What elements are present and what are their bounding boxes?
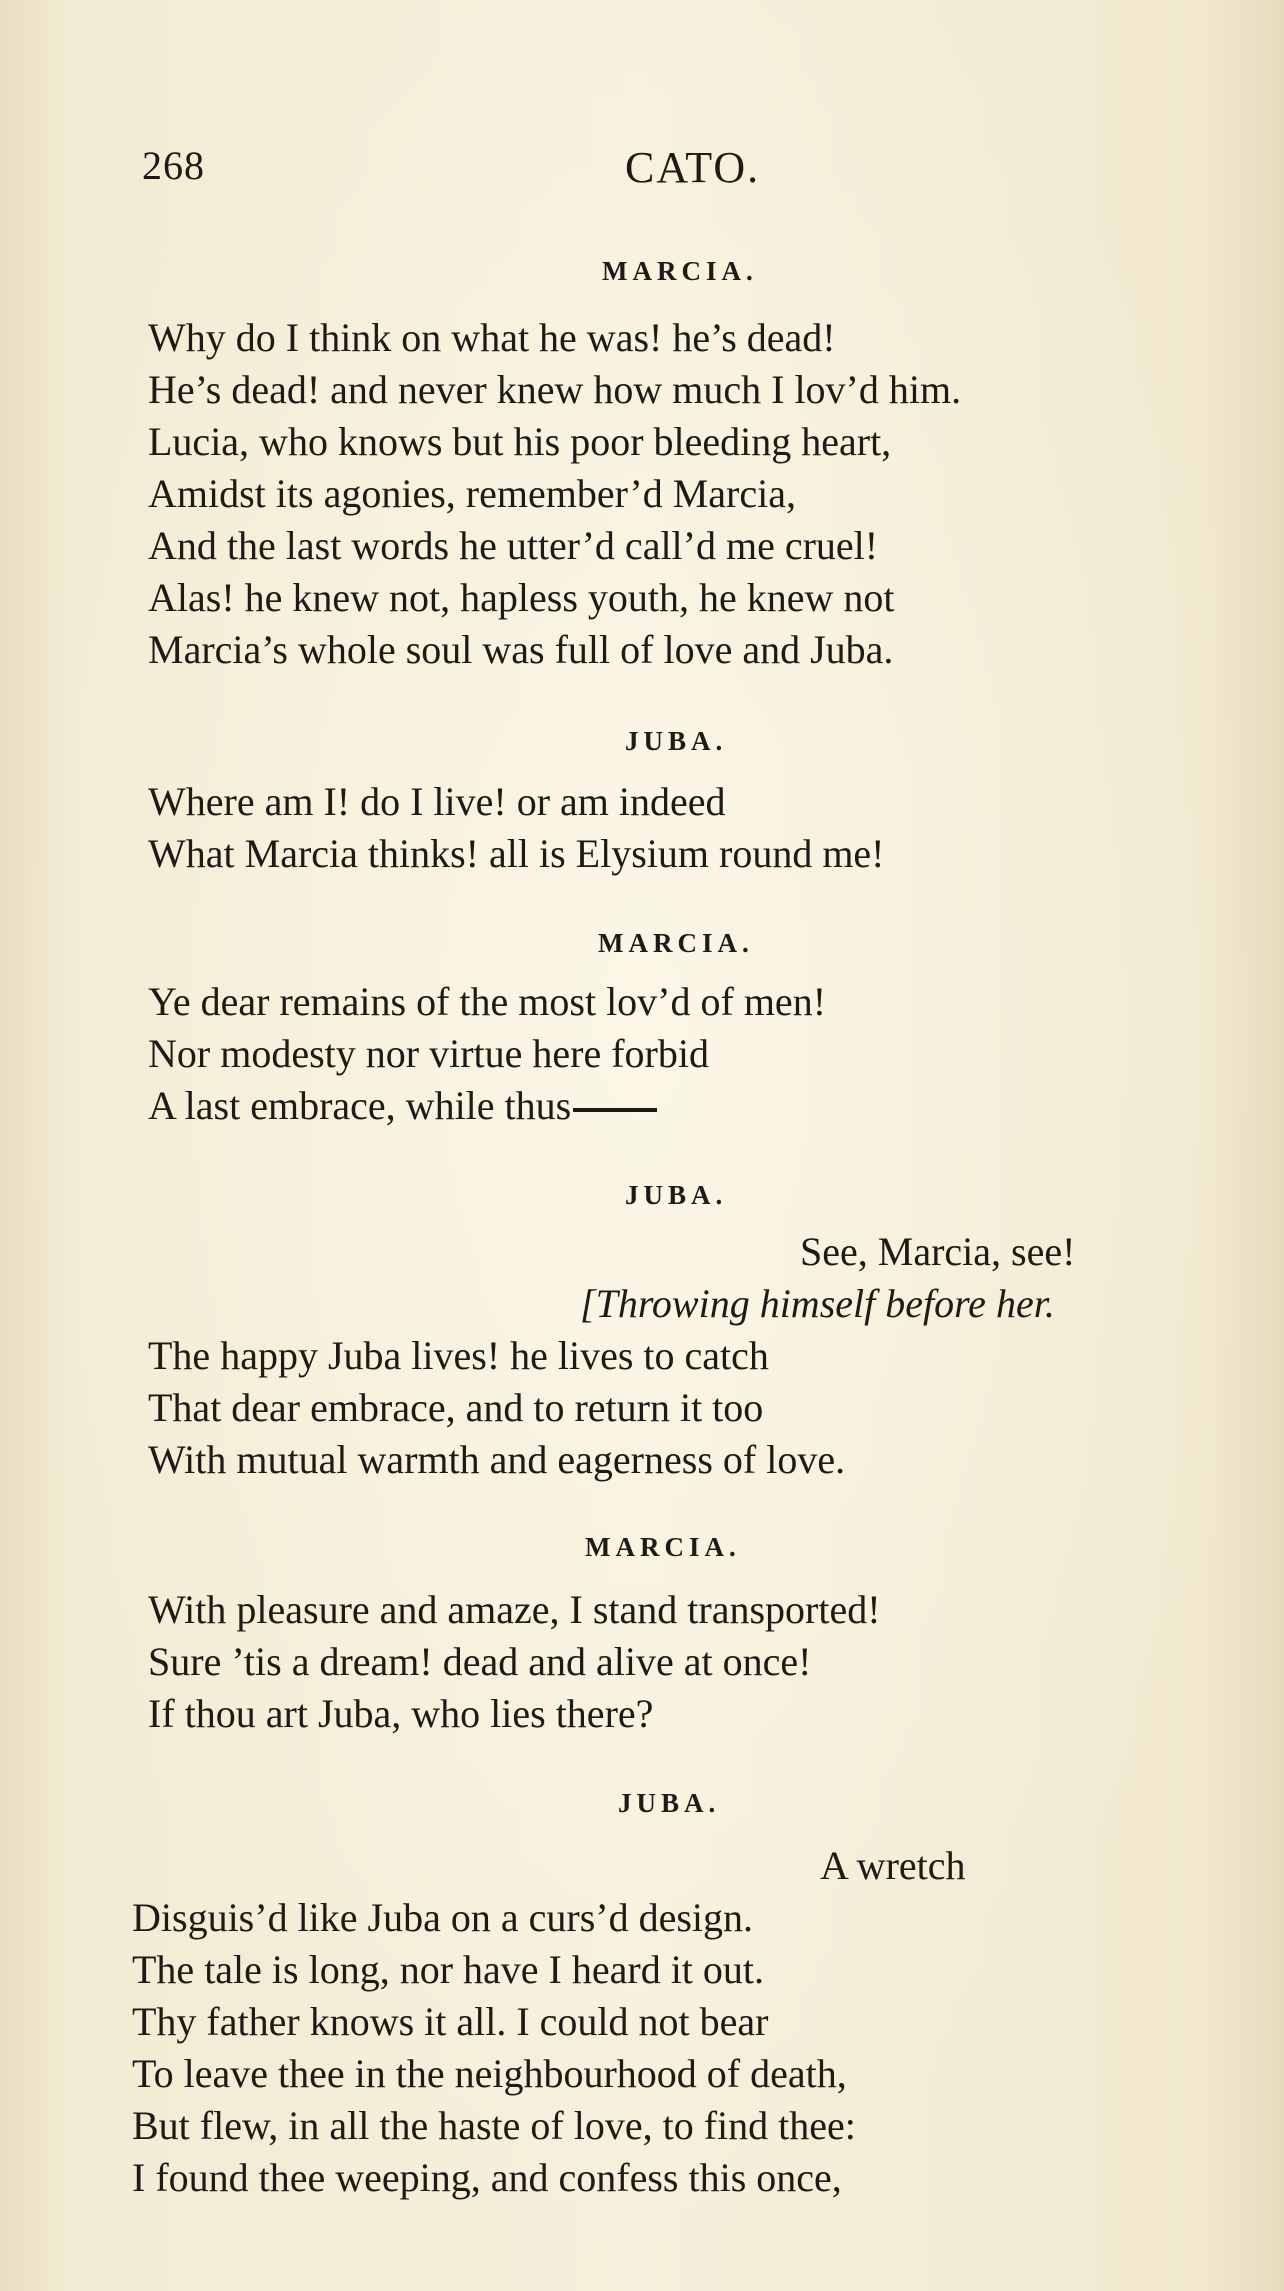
verse-line: Why do I think on what he was! he’s dead! xyxy=(148,315,836,360)
page-header xyxy=(0,142,1284,202)
speaker-heading: JUBA. xyxy=(618,1788,721,1818)
verse-line: The tale is long, nor have I heard it out. xyxy=(132,1947,765,1992)
running-title: CATO. xyxy=(625,143,761,192)
verse-line-indented: See, Marcia, see! xyxy=(800,1229,1076,1274)
page-number: 268 xyxy=(142,143,205,188)
verse-line-indented: A wretch xyxy=(820,1843,966,1888)
verse-line: The happy Juba lives! he lives to catch xyxy=(148,1333,769,1378)
verse-line: With mutual warmth and eagerness of love. xyxy=(148,1437,846,1482)
verse-line-with-dash xyxy=(148,1083,657,1128)
speaker-heading: JUBA. xyxy=(625,1180,728,1210)
speaker-heading: MARCIA. xyxy=(585,1532,741,1562)
verse-line: Nor modesty nor virtue here forbid xyxy=(148,1031,709,1076)
verse-line: Thy father knows it all. I could not bear xyxy=(132,1999,769,2044)
verse-line: Sure ’tis a dream! dead and alive at once! xyxy=(148,1639,812,1684)
verse-line: And the last words he utter’d call’d me cruel! xyxy=(148,523,879,568)
verse-line: Ye dear remains of the most lov’d of men! xyxy=(148,979,827,1024)
verse-line: What Marcia thinks! all is Elysium round me! xyxy=(148,831,885,876)
verse-line-text: A last embrace, while thus xyxy=(148,1083,572,1128)
verse-line: With pleasure and amaze, I stand transported! xyxy=(148,1587,881,1632)
em-dash-rule xyxy=(573,1108,657,1112)
verse-line: Alas! he knew not, hapless youth, he knew not xyxy=(148,575,895,620)
speaker-heading: MARCIA. xyxy=(602,256,758,286)
speaker-heading: JUBA. xyxy=(625,726,728,756)
speaker-heading: MARCIA. xyxy=(598,928,754,958)
verse-line: Lucia, who knows but his poor bleeding heart, xyxy=(148,419,892,464)
stage-direction: [Throwing himself before her. xyxy=(580,1281,1055,1326)
verse-line: He’s dead! and never knew how much I lov’d him. xyxy=(148,367,962,412)
verse-line: Amidst its agonies, remember’d Marcia, xyxy=(148,471,796,516)
verse-line: Where am I! do I live! or am indeed xyxy=(148,779,726,824)
verse-line: If thou art Juba, who lies there? xyxy=(148,1691,654,1736)
verse-line: To leave thee in the neighbourhood of death, xyxy=(132,2051,847,2096)
verse-line: That dear embrace, and to return it too xyxy=(148,1385,764,1430)
verse-line: I found thee weeping, and confess this once, xyxy=(132,2155,842,2200)
verse-line: Disguis’d like Juba on a curs’d design. xyxy=(132,1895,754,1940)
verse-line: Marcia’s whole soul was full of love and Juba. xyxy=(148,627,894,672)
verse-line: But flew, in all the haste of love, to find thee: xyxy=(132,2103,856,2148)
